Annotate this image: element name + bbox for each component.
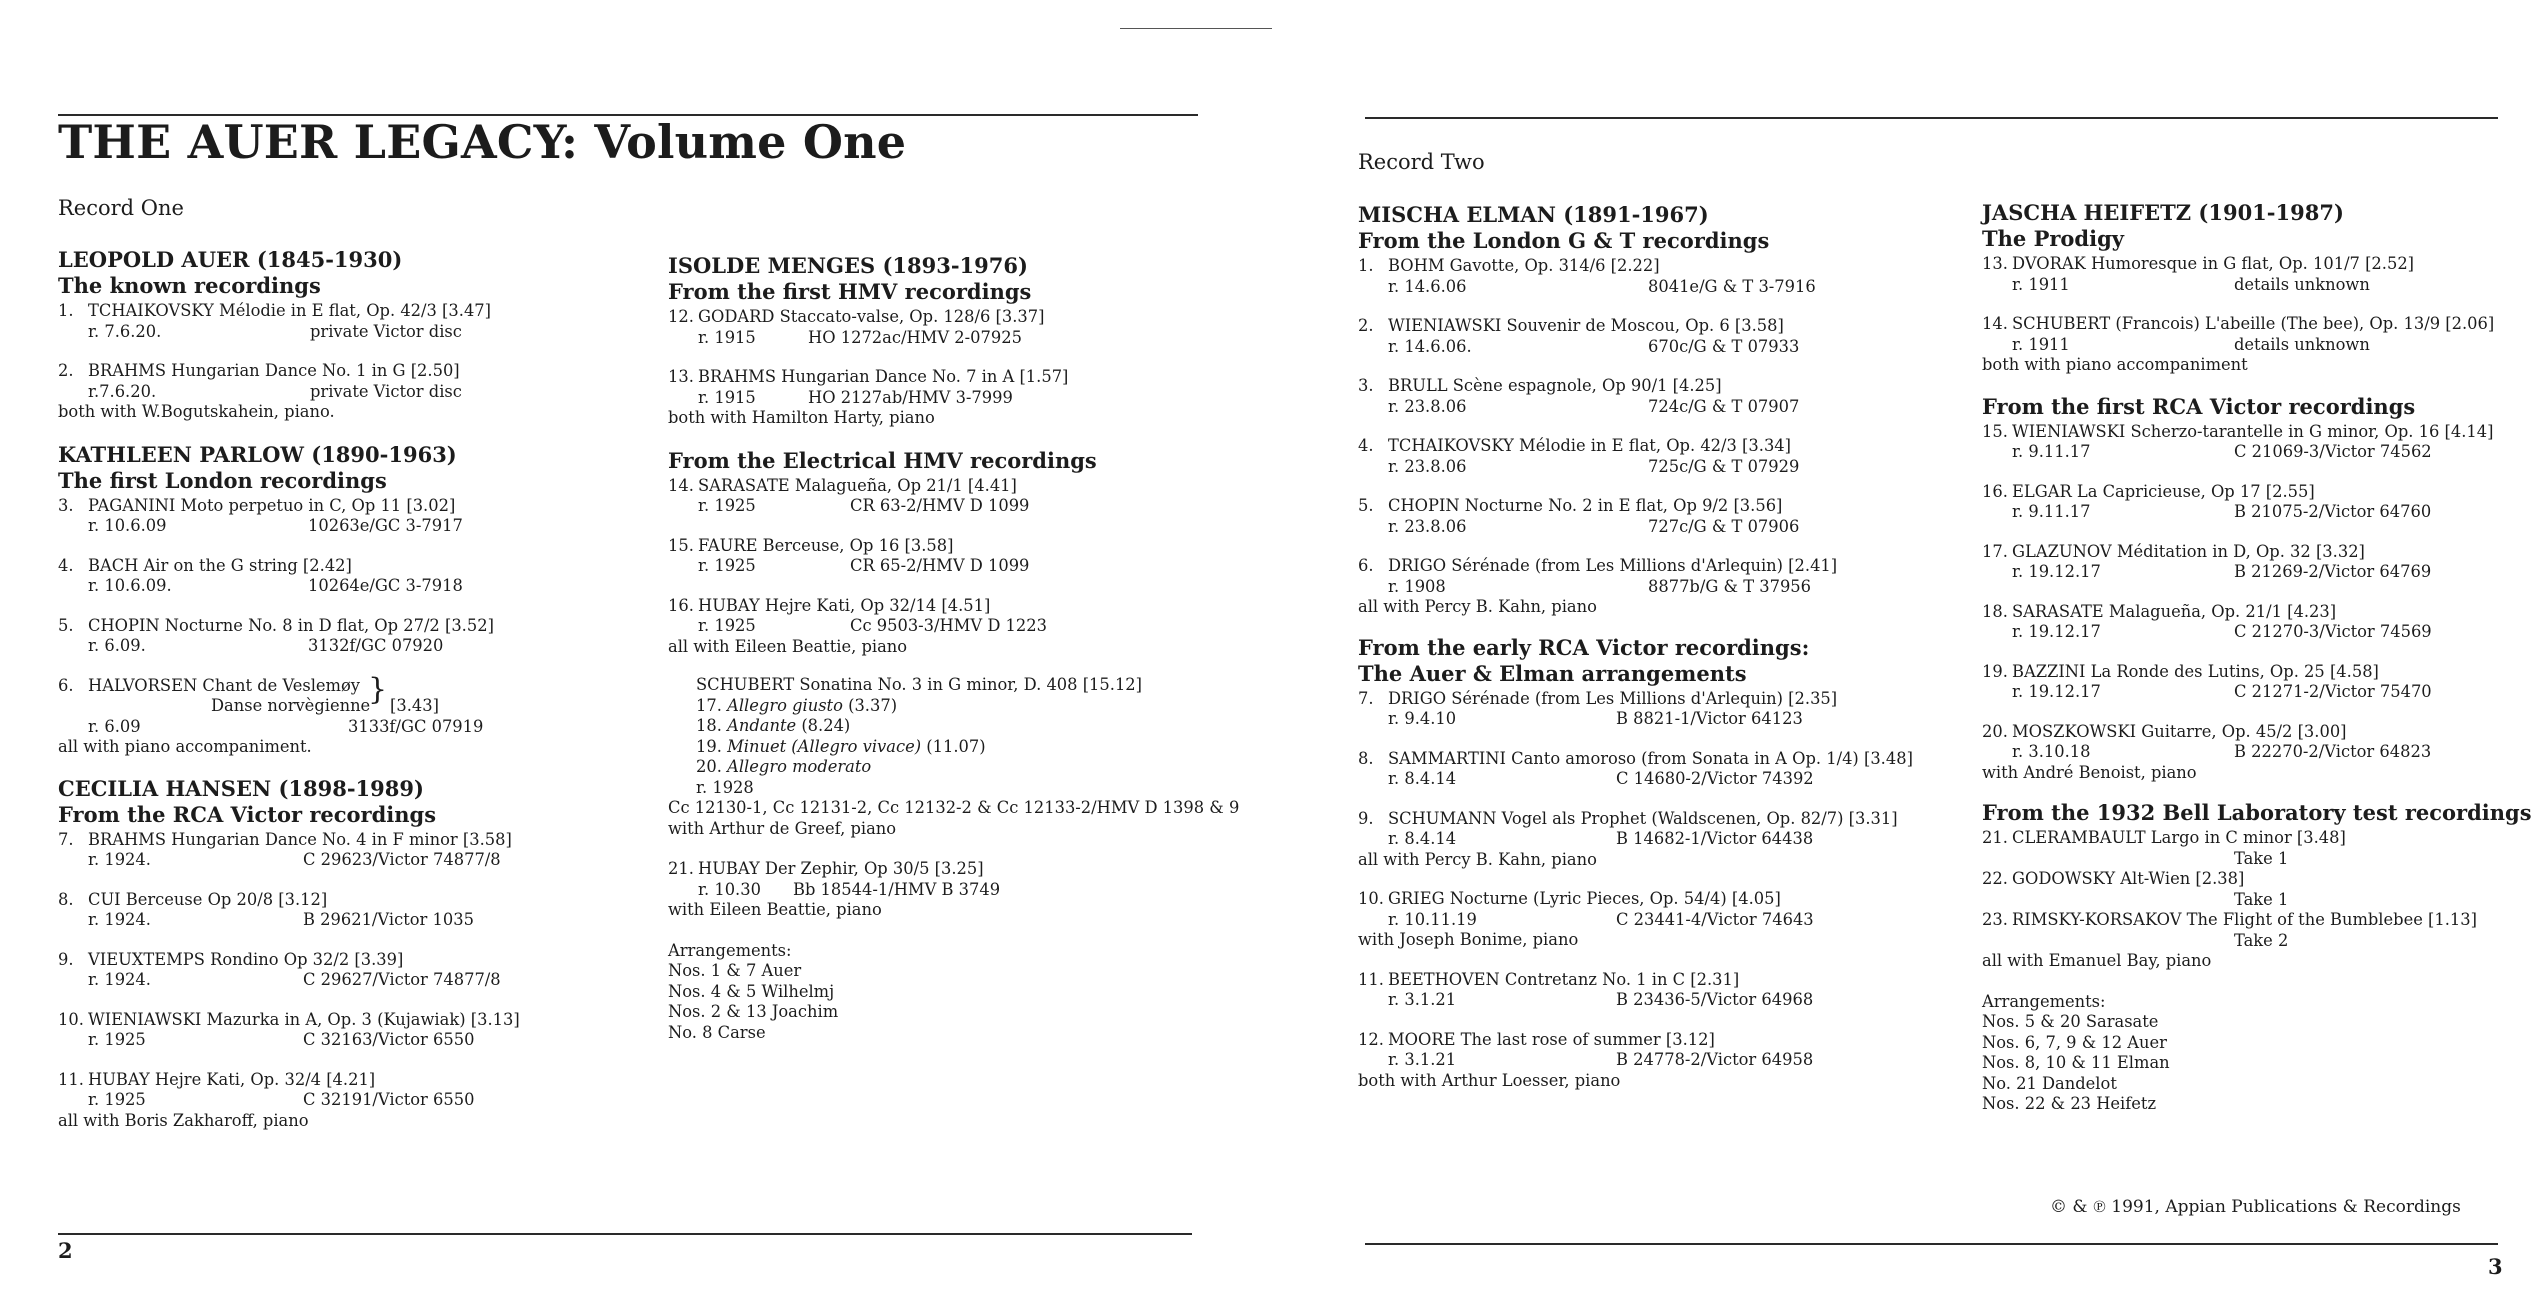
track-title: WIENIAWSKI Mazurka in A, Op. 3 (Kujawiak) [3.13] [88, 1009, 520, 1029]
track-date: r. 1911 [2012, 334, 2070, 354]
track-catalog: Cc 9503-3/HMV D 1223 [850, 616, 1047, 635]
arrangement-line: Nos. 5 & 20 Sarasate [1982, 1012, 2159, 1031]
track-title: SCHUBERT (Francois) L'abeille (The bee), Op. 13/9 [2.06] [2012, 314, 2495, 333]
movement-number: 19. [696, 736, 722, 756]
movement-duration: (8.24) [801, 716, 851, 735]
track-number: 10. [58, 1009, 84, 1029]
track-number: 4. [1358, 436, 1374, 455]
track-title: VIEUXTEMPS Rondino Op 32/2 [3.39] [88, 949, 404, 969]
track-catalog: 3133f/GC 07919 [348, 716, 484, 736]
track-number: 9. [1358, 808, 1374, 828]
accompaniment-note: all with Percy B. Kahn, piano [1358, 849, 1597, 869]
arrangements-heading: Arrangements: [668, 940, 792, 960]
artist-name: LEOPOLD AUER (1845-1930) [58, 247, 403, 272]
track-date: r. 3.1.21 [1388, 1050, 1457, 1069]
arrangement-line: No. 21 Dandelot [1982, 1073, 2117, 1093]
record-two-label: Record Two [1358, 150, 1485, 174]
track-item [1982, 828, 2502, 869]
track-date: r. 3.10.18 [2012, 742, 2091, 761]
track-number: 13. [668, 367, 694, 386]
track-date: r. 23.8.06 [1388, 456, 1467, 476]
track-item [1358, 436, 1958, 477]
track-catalog: C 32191/Victor 6550 [303, 1090, 475, 1109]
copyright-notice: © & ℗ 1991, Appian Publications & Recordings [2050, 1197, 2461, 1217]
track-title: CUI Berceuse Op 20/8 [3.12] [88, 889, 328, 909]
track-date: r. 19.12.17 [2012, 622, 2101, 641]
work-title: SCHUBERT Sonatina No. 3 in G minor, D. 408 [15.12] [696, 675, 1143, 694]
track-title: MOORE The last rose of summer [3.12] [1388, 1029, 1715, 1049]
track-number: 1. [1358, 256, 1374, 275]
track-title: SARASATE Malagueña, Op. 21/1 [4.23] [2012, 601, 2337, 621]
track-item [668, 859, 1228, 921]
track-item [1358, 316, 1958, 357]
track-title: DVORAK Humoresque in G flat, Op. 101/7 [2.52] [2012, 254, 2415, 273]
accompaniment-note: all with piano accompaniment. [58, 737, 312, 756]
track-item [58, 830, 648, 871]
track-date: r. 1925 [88, 1030, 146, 1049]
artist-name: MISCHA ELMAN (1891-1967) [1358, 202, 1709, 227]
track-date: r. 1908 [1388, 576, 1446, 596]
arrangement-line: Nos. 6, 7, 9 & 12 Auer [1982, 1032, 2167, 1052]
track-catalog: C 23441-4/Victor 74643 [1616, 909, 1814, 929]
right-top-rule [1365, 117, 2498, 119]
track-number: 14. [668, 475, 694, 495]
track-date: r. 23.8.06 [1388, 396, 1467, 416]
track-catalog: 10263e/GC 3-7917 [308, 516, 463, 535]
arrangement-line: No. 8 Carse [668, 1022, 766, 1042]
track-item [1358, 556, 1958, 618]
track-catalog: B 29621/Victor 1035 [303, 910, 474, 929]
track-title: SARASATE Malagueña, Op 21/1 [4.41] [698, 475, 1017, 495]
track-title: DRIGO Sérénade (from Les Millions d'Arlequin) [2.35] [1388, 688, 1838, 708]
track-date: r. 10.6.09. [88, 576, 172, 595]
track-title: CHOPIN Nocturne No. 8 in D flat, Op 27/2 [3.52] [88, 615, 494, 635]
track-date: r. 1924. [88, 910, 151, 929]
movement-number: 17. [696, 695, 722, 715]
track-title: DRIGO Sérénade (from Les Millions d'Arlequin) [2.41] [1388, 556, 1838, 575]
track-item [668, 307, 1228, 348]
track-item [58, 301, 648, 342]
track-item [58, 890, 648, 931]
accompaniment-note: all with Boris Zakharoff, piano [58, 1110, 309, 1130]
track-catalog: Cc 12130-1, Cc 12131-2, Cc 12132-2 & Cc 12133-2/HMV D 1398 & 9 [668, 798, 1240, 817]
movement-name: Allegro giusto [727, 695, 843, 715]
track-title: HUBAY Hejre Kati, Op. 32/4 [4.21] [88, 1069, 376, 1089]
track-number: 8. [58, 889, 74, 909]
track-title: BAZZINI La Ronde des Lutins, Op. 25 [4.58] [2012, 661, 2379, 681]
track-take: Take 1 [2234, 889, 2289, 909]
accompaniment-note: both with piano accompaniment [1982, 355, 2248, 374]
track-item [1982, 254, 2502, 295]
track-item [58, 950, 648, 991]
track-item [1358, 889, 1958, 951]
track-item [1982, 662, 2502, 703]
track-item [668, 367, 1228, 429]
track-item [1358, 970, 1958, 1011]
track-date: r. 1911 [2012, 274, 2070, 294]
track-date: r. 7.6.20. [88, 321, 162, 341]
track-catalog: 8041e/G & T 3-7916 [1648, 276, 1816, 296]
track-title: GLAZUNOV Méditation in D, Op. 32 [3.32] [2012, 541, 2365, 561]
arrangement-line: Nos. 2 & 13 Joachim [668, 1002, 839, 1021]
accompaniment-note: both with Arthur Loesser, piano [1358, 1070, 1621, 1090]
track-catalog: C 32163/Victor 6550 [303, 1030, 475, 1049]
column-record-one-right [668, 252, 1240, 1043]
movement-name: Allegro moderato [727, 757, 872, 776]
arrangement-line: Nos. 8, 10 & 11 Elman [1982, 1053, 2170, 1072]
track-number: 19. [1982, 661, 2008, 681]
track-date: r. 8.4.14 [1388, 769, 1457, 788]
record-one-label: Record One [58, 196, 184, 220]
track-number: 12. [668, 307, 694, 326]
track-catalog: private Victor disc [310, 321, 462, 341]
track-number: 16. [1982, 481, 2008, 501]
track-number: 22. [1982, 869, 2008, 888]
track-catalog: C 29623/Victor 74877/8 [303, 850, 501, 869]
track-number: 11. [1358, 969, 1384, 989]
track-date: r. 6.09. [88, 636, 146, 655]
track-title: WIENIAWSKI Scherzo-tarantelle in G minor, Op. 16 [4.14] [2012, 421, 2494, 441]
track-number: 3. [1358, 376, 1374, 395]
track-date: r.7.6.20. [88, 381, 157, 401]
track-catalog: 8877b/G & T 37956 [1648, 576, 1812, 596]
page-number-right: 3 [2488, 1254, 2503, 1279]
accompaniment-note: all with Percy B. Kahn, piano [1358, 597, 1597, 616]
track-title: WIENIAWSKI Souvenir de Moscou, Op. 6 [3.58] [1388, 316, 1784, 335]
track-catalog: CR 65-2/HMV D 1099 [850, 556, 1030, 575]
track-duration: [3.43] [390, 696, 439, 715]
track-title: BRAHMS Hungarian Dance No. 7 in A [1.57] [698, 367, 1069, 386]
track-title: BRAHMS Hungarian Dance No. 4 in F minor [3.58] [88, 829, 512, 849]
track-number: 7. [1358, 688, 1374, 708]
track-catalog: 725c/G & T 07929 [1648, 456, 1800, 476]
track-catalog: C 21270-3/Victor 74569 [2234, 622, 2432, 641]
track-title: GRIEG Nocturne (Lyric Pieces, Op. 54/4) [4.05] [1388, 889, 1781, 908]
track-date: r. 1915 [698, 327, 756, 347]
track-date: r. 1924. [88, 850, 151, 869]
track-date: r. 14.6.06 [1388, 276, 1467, 296]
accompaniment-note: both with W.Bogutskahein, piano. [58, 402, 335, 421]
track-number: 17. [1982, 541, 2008, 561]
track-title: BACH Air on the G string [2.42] [88, 555, 352, 575]
track-catalog: CR 63-2/HMV D 1099 [850, 496, 1030, 515]
section-subheading: From the first RCA Victor recordings [1982, 393, 2416, 419]
section-subheading: From the 1932 Bell Laboratory test recordings [1982, 800, 2532, 825]
track-title: PAGANINI Moto perpetuo in C, Op 11 [3.02] [88, 495, 456, 515]
movement-number: 18. [696, 716, 722, 735]
track-number: 1. [58, 301, 74, 320]
track-item [58, 361, 648, 423]
track-date: r. 10.11.19 [1388, 909, 1477, 929]
track-catalog: B 21075-2/Victor 64760 [2234, 502, 2432, 521]
track-catalog: HO 2127ab/HMV 3-7999 [808, 387, 1013, 407]
track-number: 14. [1982, 314, 2008, 333]
accompaniment-note: with Joseph Bonime, piano [1358, 930, 1579, 949]
track-date: r. 1925 [698, 496, 756, 515]
artist-subheading: The first London recordings [58, 467, 387, 493]
track-date: r. 3.1.21 [1388, 990, 1457, 1009]
track-catalog: C 14680-2/Victor 74392 [1616, 769, 1814, 788]
accompaniment-note: with Eileen Beattie, piano [668, 900, 882, 919]
track-title: MOSZKOWSKI Guitarre, Op. 45/2 [3.00] [2012, 721, 2347, 741]
track-item [1358, 496, 1958, 537]
page-title: THE AUER LEGACY: Volume One [58, 115, 907, 169]
section-subheading: From the Electrical HMV recordings [668, 447, 1097, 473]
track-date: r. 14.6.06. [1388, 336, 1472, 356]
track-date: r. 9.11.17 [2012, 442, 2091, 461]
track-title: HUBAY Hejre Kati, Op 32/14 [4.51] [698, 595, 991, 615]
track-title: HUBAY Der Zephir, Op 30/5 [3.25] [698, 859, 984, 878]
track-item [58, 671, 648, 758]
track-item [1358, 749, 1958, 790]
track-item [1982, 482, 2502, 523]
track-catalog: 724c/G & T 07907 [1648, 396, 1800, 416]
track-item [1982, 910, 2502, 951]
track-number: 9. [58, 949, 74, 969]
track-number: 2. [58, 361, 74, 380]
track-date: r. 1925 [698, 556, 756, 575]
track-title: CLERAMBAULT Largo in C minor [3.48] [2012, 828, 2346, 847]
arrangements-heading: Arrangements: [1982, 991, 2106, 1011]
track-item [1358, 809, 1958, 871]
movement-number: 20. [696, 757, 722, 776]
column-record-two-right [1982, 199, 2532, 1115]
track-number: 15. [1982, 421, 2008, 441]
track-number: 5. [58, 615, 74, 635]
track-item [668, 536, 1228, 577]
track-number: 21. [668, 859, 694, 878]
track-item [668, 476, 1228, 517]
track-item [58, 1010, 648, 1051]
section-subheading: From the early RCA Victor recordings: [1358, 634, 1810, 660]
track-item [1358, 1030, 1958, 1092]
track-item [1982, 314, 2502, 376]
column-record-one-left [58, 246, 648, 1131]
accompaniment-note: with Arthur de Greef, piano [668, 818, 897, 838]
track-item [1358, 256, 1958, 297]
track-number: 6. [1358, 556, 1374, 575]
track-catalog: 3132f/GC 07920 [308, 636, 444, 655]
track-title: BRAHMS Hungarian Dance No. 1 in G [2.50] [88, 361, 460, 380]
movement-name: Minuet (Allegro vivace) [727, 736, 922, 756]
track-item [1982, 422, 2502, 463]
track-number: 15. [668, 535, 694, 555]
track-date: r. 1925 [88, 1090, 146, 1109]
track-date: r. 1915 [698, 387, 756, 407]
track-date: r. 1928 [696, 777, 754, 797]
track-number: 6. [58, 675, 74, 695]
track-catalog: B 8821-1/Victor 64123 [1616, 709, 1803, 728]
arrangement-line: Nos. 4 & 5 Wilhelmj [668, 981, 835, 1001]
track-number: 16. [668, 595, 694, 615]
track-number: 10. [1358, 889, 1384, 908]
track-item [1982, 542, 2502, 583]
track-item [58, 1070, 648, 1132]
track-number: 5. [1358, 496, 1374, 515]
track-date: r. 10.30 [698, 879, 761, 899]
track-number: 4. [58, 555, 74, 575]
brace-glyph: } [368, 671, 388, 707]
track-item [1982, 722, 2502, 784]
track-catalog: Bb 18544-1/HMV B 3749 [793, 879, 1001, 899]
track-title: GODARD Staccato-valse, Op. 128/6 [3.37] [698, 307, 1045, 326]
track-number: 18. [1982, 601, 2008, 621]
top-center-rule [1120, 28, 1272, 29]
track-date: r. 23.8.06 [1388, 516, 1467, 536]
track-title: FAURE Berceuse, Op 16 [3.58] [698, 535, 954, 555]
left-bottom-rule [58, 1233, 1192, 1235]
artist-subheading: From the RCA Victor recordings [58, 801, 437, 827]
track-date: r. 9.11.17 [2012, 502, 2091, 521]
movement-name: Andante [727, 716, 797, 735]
track-title: SCHUMANN Vogel als Prophet (Waldscenen, Op. 82/7) [3.31] [1388, 808, 1898, 828]
section-subheading: The Auer & Elman arrangements [1358, 660, 1747, 686]
track-date: r. 1924. [88, 970, 151, 989]
accompaniment-note: both with Hamilton Harty, piano [668, 408, 935, 427]
track-title: TCHAIKOVSKY Mélodie in E flat, Op. 42/3 [3.34] [1388, 436, 1792, 455]
track-catalog: HO 1272ac/HMV 2-07925 [808, 327, 1022, 347]
track-date: r. 9.4.10 [1388, 709, 1457, 728]
track-date: r. 19.12.17 [2012, 562, 2101, 581]
movement-item [668, 696, 1228, 717]
track-date: r. 6.09 [88, 716, 141, 736]
track-date: r. 10.6.09 [88, 516, 167, 535]
artist-name: ISOLDE MENGES (1893-1976) [668, 253, 1028, 278]
track-catalog: B 23436-5/Victor 64968 [1616, 990, 1814, 1009]
track-number: 3. [58, 495, 74, 515]
track-number: 2. [1358, 316, 1374, 335]
track-number: 13. [1982, 254, 2008, 273]
track-number: 8. [1358, 748, 1374, 768]
page-number-left: 2 [58, 1238, 73, 1263]
track-catalog: private Victor disc [310, 381, 462, 401]
track-catalog: details unknown [2234, 334, 2370, 354]
right-bottom-rule [1365, 1243, 2498, 1245]
track-number: 20. [1982, 721, 2008, 741]
track-item [1982, 602, 2502, 643]
track-date: r. 19.12.17 [2012, 682, 2101, 701]
accompaniment-note: all with Eileen Beattie, piano [668, 636, 908, 656]
track-item [1982, 869, 2502, 910]
track-catalog: details unknown [2234, 274, 2370, 294]
track-number: 7. [58, 829, 74, 849]
artist-subheading: From the London G & T recordings [1358, 228, 1770, 253]
track-take: Take 2 [2234, 930, 2289, 950]
track-item [58, 556, 648, 597]
track-title: GODOWSKY Alt-Wien [2.38] [2012, 869, 2245, 888]
arrangement-line: Nos. 1 & 7 Auer [668, 961, 802, 980]
artist-name: KATHLEEN PARLOW (1890-1963) [58, 441, 457, 467]
track-catalog: C 21271-2/Victor 75470 [2234, 682, 2432, 701]
artist-name: CECILIA HANSEN (1898-1989) [58, 775, 424, 801]
track-catalog: C 29627/Victor 74877/8 [303, 970, 501, 989]
track-item [668, 596, 1228, 658]
track-date: r. 1925 [698, 616, 756, 635]
track-title: TCHAIKOVSKY Mélodie in E flat, Op. 42/3 [3.47] [88, 301, 492, 320]
track-catalog: B 24778-2/Victor 64958 [1616, 1050, 1814, 1069]
arrangement-line: Nos. 22 & 23 Heifetz [1982, 1094, 2157, 1113]
column-record-two-left [1358, 201, 1958, 1091]
track-title: RIMSKY-KORSAKOV The Flight of the Bumblebee [1.13] [2012, 910, 2477, 929]
track-item [58, 616, 648, 657]
track-catalog: 10264e/GC 3-7918 [308, 576, 463, 595]
track-catalog: B 22270-2/Victor 64823 [2234, 742, 2432, 761]
track-catalog: B 14682-1/Victor 64438 [1616, 829, 1814, 848]
track-number: 21. [1982, 828, 2008, 847]
track-item [1358, 376, 1958, 417]
track-title: HALVORSEN Chant de Veslemøy [88, 675, 360, 695]
track-title: BOHM Gavotte, Op. 314/6 [2.22] [1388, 256, 1660, 275]
track-take: Take 1 [2234, 848, 2289, 868]
movement-duration: (3.37) [848, 695, 898, 715]
movement-item [668, 757, 1228, 778]
track-title: ELGAR La Capricieuse, Op 17 [2.55] [2012, 481, 2315, 501]
track-title: CHOPIN Nocturne No. 2 in E flat, Op 9/2 [3.56] [1388, 496, 1783, 515]
track-item [1358, 689, 1958, 730]
track-title: BRULL Scène espagnole, Op 90/1 [4.25] [1388, 376, 1722, 395]
movement-item [668, 737, 1228, 758]
track-catalog: 727c/G & T 07906 [1648, 516, 1800, 536]
artist-name: JASCHA HEIFETZ (1901-1987) [1982, 200, 2344, 225]
track-number: 12. [1358, 1029, 1384, 1049]
track-number: 11. [58, 1069, 84, 1089]
artist-subheading: The Prodigy [1982, 226, 2124, 251]
movement-duration: (11.07) [926, 736, 986, 756]
accompaniment-note: all with Emanuel Bay, piano [1982, 951, 2212, 970]
accompaniment-note: with André Benoist, piano [1982, 762, 2197, 782]
artist-subheading: From the first HMV recordings [668, 279, 1032, 304]
track-number: 23. [1982, 910, 2008, 929]
track-catalog: C 21069-3/Victor 74562 [2234, 442, 2432, 461]
track-title-second-line: Danse norvègienne [211, 696, 371, 715]
movement-item [668, 716, 1228, 737]
track-catalog: 670c/G & T 07933 [1648, 336, 1800, 356]
track-item [58, 496, 648, 537]
track-date: r. 8.4.14 [1388, 829, 1457, 848]
track-title: SAMMARTINI Canto amoroso (from Sonata in A Op. 1/4) [3.48] [1388, 748, 1913, 768]
track-title: BEETHOVEN Contretanz No. 1 in C [2.31] [1388, 969, 1740, 989]
track-catalog: B 21269-2/Victor 64769 [2234, 562, 2432, 581]
artist-subheading: The known recordings [58, 273, 321, 298]
